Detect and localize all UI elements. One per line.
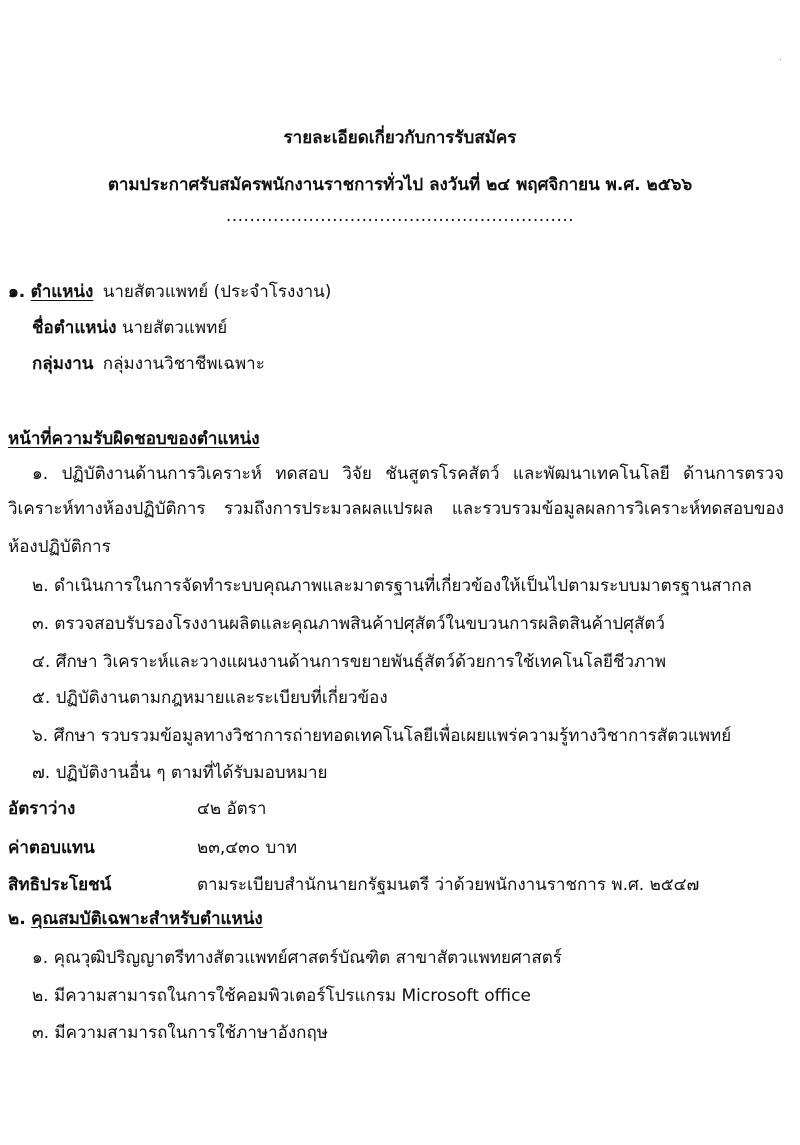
- position-name-label: ชื่อตำแหน่ง: [32, 318, 117, 338]
- duty-item-1-line-2: วิเคราะห์ทางห้องปฏิบัติการ รวมถึงการประมวลผลแปรผล และรวบรวมข้อมูลผลการวิเคราะห์ทดสอบของ: [8, 499, 784, 519]
- position-group-line: [32, 352, 265, 376]
- position-number: ๑.: [8, 282, 26, 302]
- duty-item-2: ๒. ดำเนินการในการจัดทำระบบคุณภาพและมาตรฐานที่เกี่ยวข้องให้เป็นไปตามระบบมาตรฐานสากล: [32, 576, 752, 596]
- position-group-value: กลุ่มงานวิชาชีพเฉพาะ: [102, 354, 265, 374]
- position-group-label: กลุ่มงาน: [32, 354, 94, 374]
- qualifications-heading-line: [8, 907, 263, 931]
- vacancy-label: อัตราว่าง: [8, 799, 76, 819]
- duty-item-4: ๔. ศึกษา วิเคราะห์และวางแผนงานด้านการขยายพันธุ์สัตว์ด้วยการใช้เทคโนโลยีชีวภาพ: [32, 652, 667, 672]
- position-label: ตำแหน่ง: [30, 282, 94, 302]
- qualifications-heading: คุณสมบัติเฉพาะสำหรับตำแหน่ง: [31, 909, 263, 929]
- salary-label: ค่าตอบแทน: [8, 838, 95, 858]
- position-value: นายสัตวแพทย์ (ประจำโรงงาน): [102, 282, 332, 302]
- duty-item-3: ๓. ตรวจสอบรับรองโรงงานผลิตและคุณภาพสินค้าปศุสัตว์ในขบวนการผลิตสินค้าปศุสัตว์: [32, 614, 665, 634]
- benefits-label: สิทธิประโยชน์: [8, 875, 112, 895]
- header-separator: ...........................................................: [225, 206, 575, 226]
- document-subtitle: ตามประกาศรับสมัครพนักงานราชการทั่วไป ลงวันที่ ๒๔ พฤศจิกายน พ.ศ. ๒๕๖๖: [107, 175, 693, 195]
- benefits-value: ตามระเบียบสำนักนายกรัฐมนตรี ว่าด้วยพนักงานราชการ พ.ศ. ๒๕๔๗: [197, 875, 700, 895]
- duty-item-1-line-1: ๑. ปฏิบัติงานด้านการวิเคราะห์ ทดสอบ วิจัย ชันสูตรโรคสัตว์ และพัฒนาเทคโนโลยี ด้านการตรวจ: [32, 464, 784, 484]
- position-name-line: [32, 316, 227, 340]
- qualification-item-1: ๑. คุณวุฒิปริญญาตรีทางสัตวแพทย์ศาสตร์บัณฑิต สาขาสัตวแพทยศาสตร์: [32, 948, 562, 968]
- duty-item-1-line-3: ห้องปฏิบัติการ: [8, 537, 111, 557]
- vacancy-value: ๔๒ อัตรา: [197, 799, 267, 819]
- qualification-item-2: ๒. มีความสามารถในการใช้คอมพิวเตอร์โปรแกรม Microsoft office: [32, 986, 531, 1006]
- duty-item-7: ๗. ปฏิบัติงานอื่น ๆ ตามที่ได้รับมอบหมาย: [32, 763, 328, 783]
- scan-mark: ·: [778, 55, 782, 66]
- document-title: รายละเอียดเกี่ยวกับการรับสมัคร: [283, 128, 517, 148]
- position-name-value: นายสัตวแพทย์: [121, 318, 228, 338]
- duty-item-6: ๖. ศึกษา รวบรวมข้อมูลทางวิชาการถ่ายทอดเทคโนโลยีเพื่อเผยแพร่ความรู้ทางวิชาการสัตวแพทย์: [32, 726, 732, 746]
- qualification-item-3: ๓. มีความสามารถในการใช้ภาษาอังกฤษ: [32, 1023, 328, 1043]
- position-line: [8, 280, 331, 304]
- qualifications-number: ๒.: [8, 909, 26, 929]
- salary-value: ๒๓,๔๓๐ บาท: [197, 838, 298, 858]
- duties-heading: หน้าที่ความรับผิดชอบของตำแหน่ง: [8, 429, 260, 449]
- duty-item-5: ๕. ปฏิบัติงานตามกฎหมายและระเบียบที่เกี่ยวข้อง: [32, 688, 388, 708]
